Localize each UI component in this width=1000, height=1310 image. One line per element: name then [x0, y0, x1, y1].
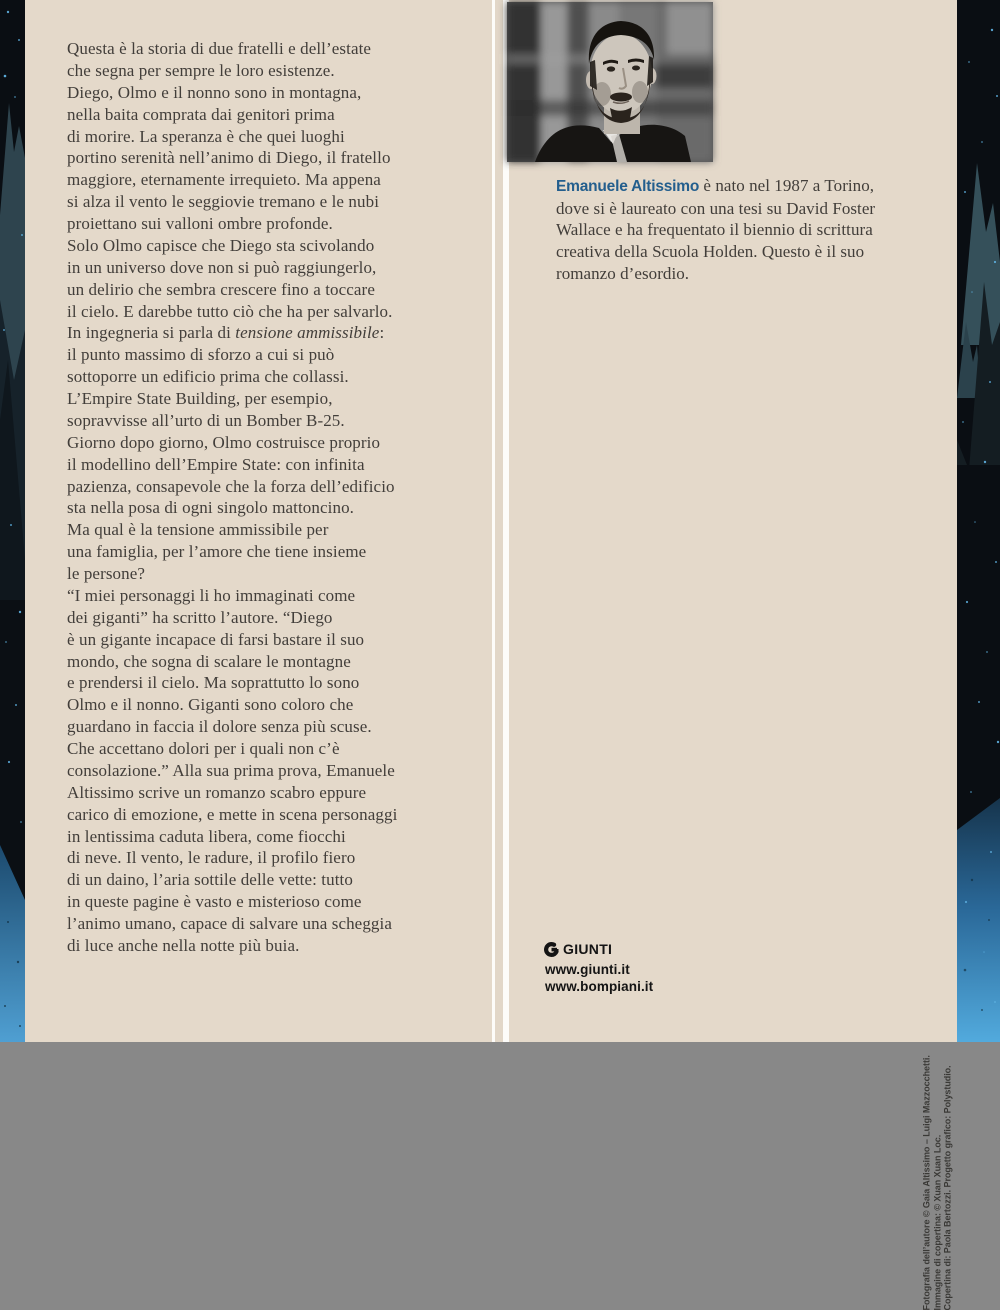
text-line: Solo Olmo capisce che Diego sta scivolando — [67, 235, 375, 255]
night-sky-art-right — [957, 0, 1000, 1042]
text-line: portino serenità nell’animo di Diego, il fratello — [67, 148, 391, 168]
text-line: una famiglia, per l’amore che tiene insieme — [67, 542, 367, 562]
text-line: di morire. La speranza è che quei luoghi — [67, 126, 345, 146]
text-line: in lentissima caduta libera, come fiocchi — [67, 826, 346, 846]
text-line: Immagine di copertina: © Xuan Xuan Loc. — [932, 1134, 942, 1310]
night-sky-art-left — [0, 0, 25, 1042]
publisher-websites — [545, 962, 653, 995]
website-giunti: www.giunti.it — [545, 962, 630, 977]
text-line: dove si è laureato con una tesi su David Foster — [556, 198, 876, 218]
text-line: le persone? — [67, 564, 146, 583]
text-line: di un daino, l’aria sottile delle vette: tutto — [67, 870, 353, 890]
text-line: è un gigante incapace di farsi bastare il suo — [67, 629, 365, 649]
text-line: Questa è la storia di due fratelli e dell’estate — [67, 39, 372, 58]
text-line: carico di emozione, e mette in scena personaggi — [67, 804, 398, 824]
text-line: Emanuele Altissimo è nato nel 1987 a Torino, — [556, 176, 875, 195]
text-line: e prendersi il cielo. Ma soprattutto lo sono — [67, 673, 360, 693]
text-line: maggiore, eternamente irrequieto. Ma appena — [67, 170, 381, 190]
website-bompiani: www.bompiani.it — [545, 978, 654, 994]
text-line: nella baita comprata dai genitori prima — [67, 104, 335, 124]
author-photo — [507, 2, 713, 162]
text-line: Fotografia dell’autore © Gaia Altissimo – Luigi Mazzocchetti. — [921, 1054, 932, 1310]
text-line: sopravvisse all’urto di un Bomber B-25. — [67, 410, 345, 430]
text-line: l’animo umano, capace di salvare una scheggia — [67, 914, 393, 933]
publisher-logo — [544, 941, 612, 957]
text-line: consolazione.” Alla sua prima prova, Emanuele — [67, 760, 395, 780]
text-line: un delirio che sembra crescere fino a toccare — [67, 279, 375, 299]
text-line: Giorno dopo giorno, Olmo costruisce proprio — [67, 432, 381, 452]
text-line: creativa della Scuola Holden. Questo è il suo — [556, 242, 865, 262]
text-line: Altissimo scrive un romanzo scabro eppure — [67, 782, 367, 802]
giunti-g-icon — [544, 942, 559, 957]
text-line: In ingegneria si parla di tensione ammissibile: — [67, 323, 385, 343]
text-line: Wallace e ha frequentato il biennio di scrittura — [556, 220, 873, 240]
text-line: “I miei personaggi li ho immaginati come — [67, 585, 356, 605]
synopsis-text — [67, 38, 477, 957]
publisher-name: GIUNTI — [563, 941, 613, 957]
text-line: Diego, Olmo e il nonno sono in montagna, — [67, 82, 362, 102]
text-line: mondo, che sogna di scalare le montagne — [67, 651, 351, 671]
text-line: guardano in faccia il dolore senza più scuse. — [67, 717, 372, 737]
text-line: Ma qual è la tensione ammissibile per — [67, 520, 329, 540]
text-line: il punto massimo di sforzo a cui si può — [67, 345, 335, 365]
text-line: romanzo d’esordio. — [556, 263, 690, 283]
text-line: di luce anche nella notte più buia. — [67, 935, 300, 955]
text-line: Olmo e il nonno. Giganti sono coloro che — [67, 695, 354, 715]
text-line: in un universo dove non si può raggiungerlo, — [67, 257, 377, 277]
text-line: sottoporre un edificio prima che collassi. — [67, 367, 349, 387]
text-line: Copertina di: Paola Bertozzi. Progetto grafico: Polystudio. — [942, 1064, 953, 1310]
author-bio — [556, 175, 928, 285]
text-line: che segna per sempre le loro esistenze. — [67, 60, 335, 80]
text-line: proiettano sui valloni ombre profonde. — [67, 214, 333, 233]
text-line: pazienza, consapevole che la forza dell’edificio — [67, 476, 395, 496]
text-line: Che accettano dolori per i quali non c’è — [67, 739, 340, 758]
photo-credits — [922, 1010, 954, 1310]
text-line: in queste pagine è vasto e misterioso come — [67, 892, 362, 912]
text-line: sta nella posa di ogni singolo mattoncino. — [67, 498, 355, 518]
night-sky-mountains-illustration — [957, 0, 1000, 1042]
text-line: il cielo. E darebbe tutto ciò che ha per salvarlo. — [67, 301, 393, 321]
night-sky-mountains-illustration — [0, 0, 25, 1042]
text-line: il modellino dell’Empire State: con infinita — [67, 454, 365, 474]
text-line: si alza il vento le seggiovie tremano e le nubi — [67, 192, 380, 212]
text-line: dei giganti” ha scritto l’autore. “Diego — [67, 607, 333, 627]
text-line: L’Empire State Building, per esempio, — [67, 389, 333, 408]
text-line: di neve. Il vento, le radure, il profilo fiero — [67, 848, 356, 868]
author-portrait-illustration — [507, 2, 713, 162]
